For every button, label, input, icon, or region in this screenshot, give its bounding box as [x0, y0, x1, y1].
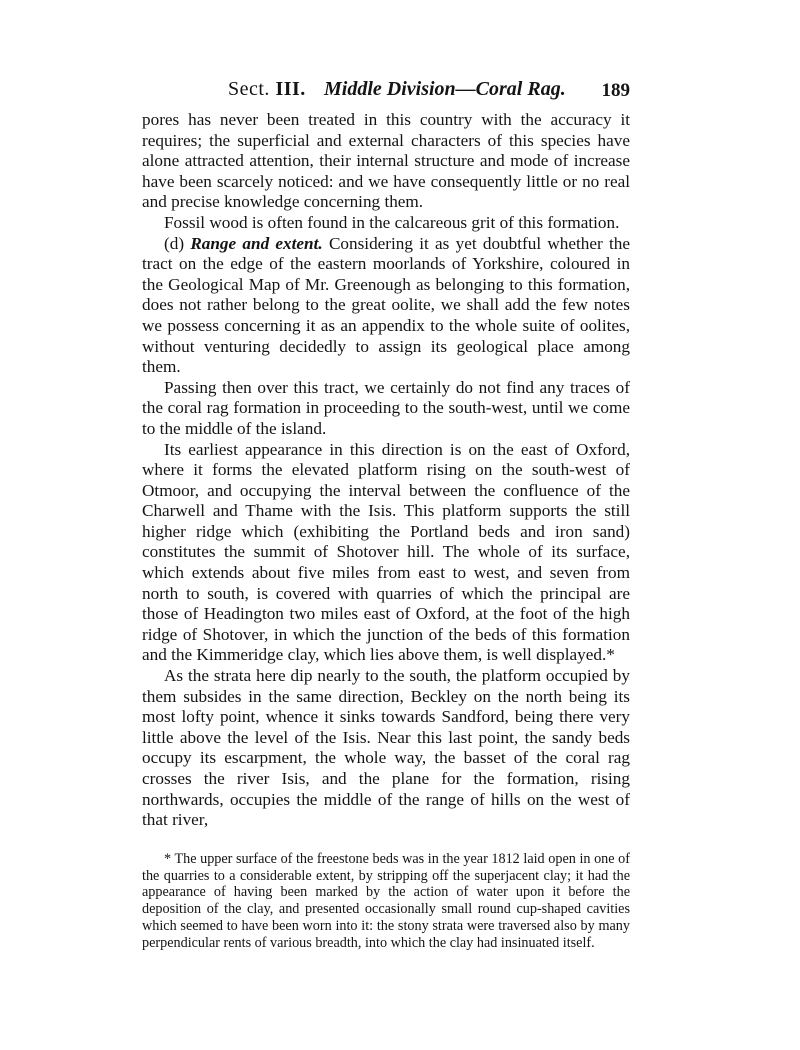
- book-page: [142, 78, 630, 952]
- section-marker: (d): [164, 233, 185, 253]
- paragraph-fossil-wood: Fossil wood is often found in the calcareous grit of this formation.: [164, 212, 620, 232]
- section-numeral: III.: [275, 78, 306, 100]
- paragraph-continuation: pores has never been treated in this country with the accuracy it requires; the superficial and external characters of this species have alone attracted attention, their internal structure and mode of increase have been scarcely noticed: and we have consequently little or no real and precise knowledge concerning them.: [142, 110, 630, 212]
- subsection-heading: Range and extent.: [190, 233, 323, 253]
- footnote: * The upper surface of the freestone beds was in the year 1812 laid open in one of the quarries to a considerable extent, by stripping off the superjacent clay; it had the appearance of having been marked by the action of water upon it before the deposition of the clay, and presented occasionally small round cup-shaped cavities which seemed to have been worn into it: the stony strata were traversed also by many perpendicular rents of various breadth, into which the clay had insinuated itself.: [142, 850, 630, 951]
- body-text: [142, 110, 630, 831]
- page-number: 189: [601, 80, 630, 101]
- running-head: [142, 78, 630, 110]
- running-title: Middle Division—Coral Rag.: [324, 78, 566, 100]
- footnote-separator: [142, 831, 630, 851]
- paragraph-range-extent: [142, 234, 630, 378]
- range-text: Considering it as yet doubtful whether the tract on the edge of the eastern moorlands of Yorkshire, coloured in the Geological Map of Mr. Greenough as belonging to this formation, does not rather belong to the great oolite, we shall add the few notes we possess concerning it as an appendix to the whole suite of oolites, without venturing decidedly to assign its geological place among them.: [142, 233, 631, 377]
- paragraph-earliest-appearance: Its earliest appearance in this direction is on the east of Oxford, where it forms the elevated platform rising on the south-west of Otmoor, and occupying the interval between the confluence of the Charwell and Thame with the Isis. This platform supports the still higher ridge which (exhibiting the Portland beds and iron sand) constitutes the summit of Shotover hill. The whole of its surface, which extends about five miles from east to west, and seven from north to south, is covered with quarries of which the principal are those of Headington two miles east of Oxford, at the foot of the high ridge of Shotover, in which the junction of the beds of this formation and the Kimmeridge clay, which lies above them, is well displayed.*: [142, 439, 630, 665]
- section-label: [228, 78, 306, 101]
- paragraph-strata-dip: As the strata here dip nearly to the south, the platform occupied by them subsides in the same direction, Beckley on the north being its most lofty point, whence it sinks towards Sandford, being there very little above the level of the Isis. Near this last point, the sandy beds occupy its escarpment, the whole way, the basset of the coral rag crosses the river Isis, and the plane for the formation, rising northwards, occupies the middle of the range of hills on the west of that river,: [142, 666, 630, 830]
- paragraph-passing: Passing then over this tract, we certainly do not find any traces of the coral rag formation in proceeding to the south-west, until we come to the middle of the island.: [142, 377, 630, 438]
- section-word: Sect.: [228, 78, 270, 100]
